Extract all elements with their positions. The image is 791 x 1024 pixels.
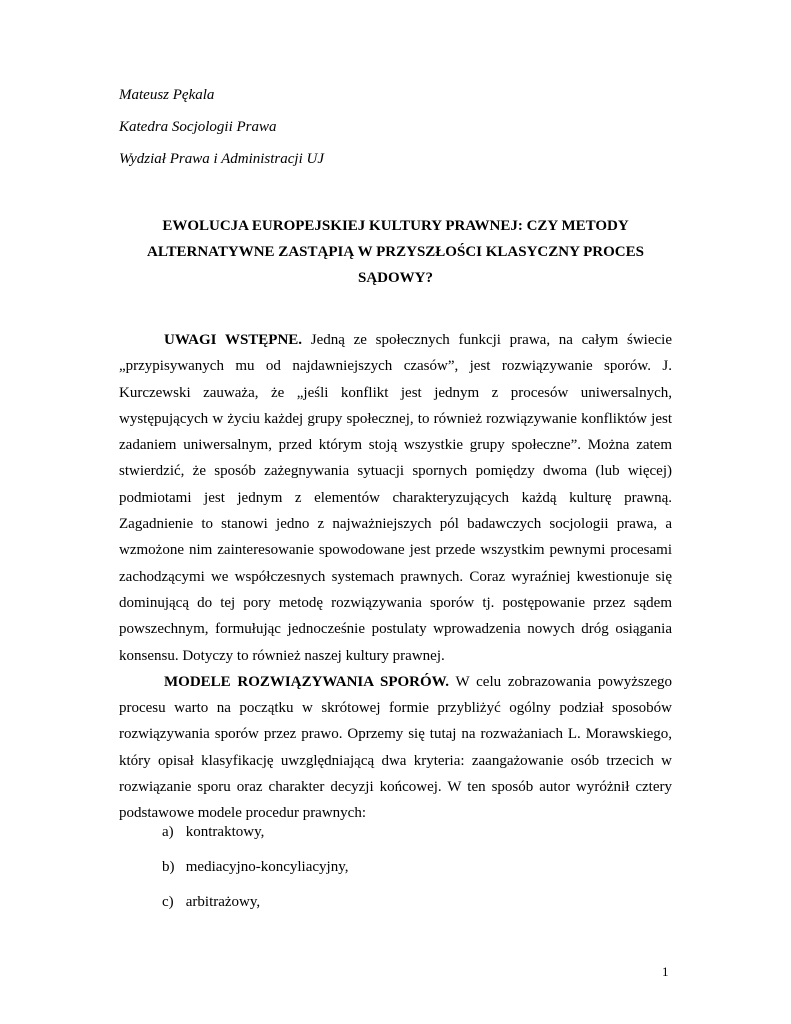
author-department: Katedra Socjologii Prawa bbox=[119, 119, 277, 135]
list-item bbox=[162, 822, 348, 857]
document-body bbox=[119, 327, 672, 827]
list-marker: c) bbox=[162, 894, 174, 910]
author-name: Mateusz Pękala bbox=[119, 87, 215, 103]
author-faculty: Wydział Prawa i Administracji UJ bbox=[119, 151, 325, 167]
list-item-text: kontraktowy, bbox=[185, 824, 265, 840]
paragraph-models bbox=[119, 669, 672, 827]
list-marker: a) bbox=[162, 824, 174, 840]
list-item-text: arbitrażowy, bbox=[185, 894, 261, 910]
author-block bbox=[119, 85, 324, 181]
section-heading-intro: UWAGI WSTĘPNE. bbox=[164, 332, 303, 348]
model-list bbox=[162, 822, 348, 927]
section-heading-models: MODELE ROZWIĄZYWANIA SPORÓW. bbox=[164, 673, 450, 690]
list-item-text: mediacyjno-koncyliacyjny, bbox=[185, 859, 349, 875]
paragraph-intro-text: Jedną ze społecznych funkcji prawa, na całym świecie „przypisywanych mu od najdawniejszych czasów”, jest rozwiązywanie sporów. J. Kurczewski zauważa, że „jeśli konflikt jest jednym z procesów uniwersalnych, występujących w życiu każdej grupy społecznej, to również rozwiązywanie konfliktów jest zadaniem uniwersalnym, przed którym stoją wszystkie grupy społeczne”. Można zatem stwierdzić, że sposób zażegnywania sytuacji spornych pomiędzy dwoma (lub więcej) podmiotami jest jednym z elementów charakteryzujących każdą kulturę prawną. Zagadnienie to stanowi jedno z najważniejszych pól badawczych socjologii prawa, a wzmożone nim zainteresowanie spowodowane jest przede wszystkim pewnymi procesami zachodzącymi we współczesnych systemach prawnych. Coraz wyraźniej kwestionuje się dominującą do tej pory metodę rozwiązywania sporów tj. postępowanie przez sądem powszechnym, formułując jednocześnie postulaty wprowadzenia nowych dróg osiągania konsensu. Dotyczy to również naszej kultury prawnej. bbox=[119, 332, 672, 664]
list-marker: b) bbox=[162, 859, 175, 875]
document-title: EWOLUCJA EUROPEJSKIEJ KULTURY PRAWNEJ: CZY METODY ALTERNATYWNE ZASTĄPIĄ W PRZYSZŁOŚCI KLASYCZNY PROCES SĄDOWY? bbox=[147, 218, 644, 286]
paragraph-models-text: W celu zobrazowania powyższego procesu warto na początku w skrótowej formie przybliżyć ogólny podział sposobów rozwiązywania sporów przez prawo. Oprzemy się tutaj na rozważaniach L. Morawskiego, który opisał klasyfikację uwzględniającą dwa kryteria: zaangażowanie osób trzecich w rozwiązanie sporu oraz charakter decyzji końcowej. W ten sposób autor wyróżnił cztery podstawowe modele procedur prawnych: bbox=[119, 673, 672, 822]
list-item bbox=[162, 857, 348, 892]
paragraph-intro bbox=[119, 327, 672, 669]
list-item bbox=[162, 892, 348, 927]
page-number: 1 bbox=[662, 964, 669, 979]
